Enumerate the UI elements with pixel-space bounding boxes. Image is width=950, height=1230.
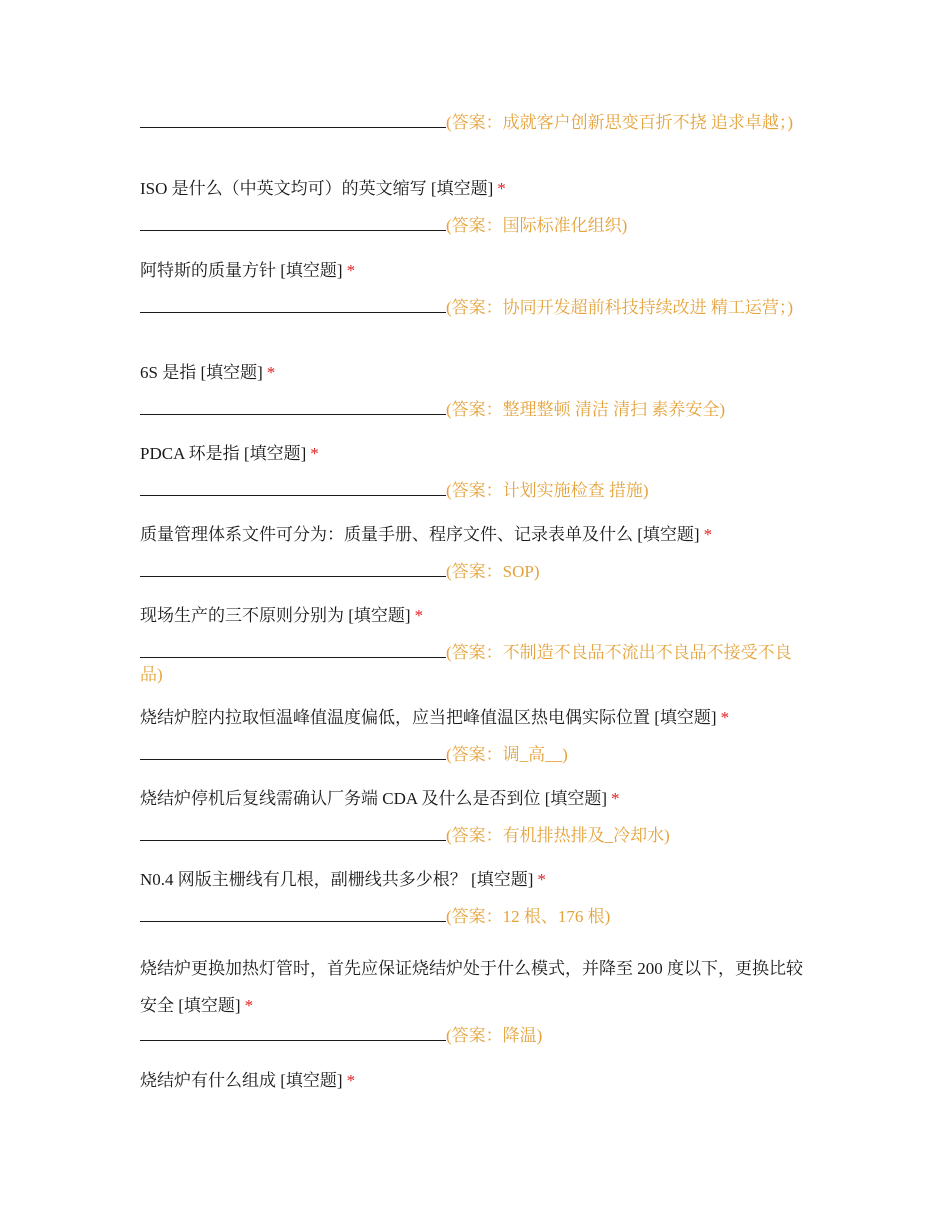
required-marker: * xyxy=(611,789,620,808)
question-text-line xyxy=(140,178,812,200)
question-item-3 xyxy=(140,260,812,319)
question-item-12 xyxy=(140,1070,812,1092)
required-marker: * xyxy=(244,996,254,1015)
answer-line xyxy=(140,398,812,421)
answer-blank[interactable] xyxy=(140,1024,446,1041)
question-text: 烧结炉有什么组成 xyxy=(140,1071,276,1090)
answer-text: (答案：SOP) xyxy=(446,562,540,581)
answer-text: (答案：有机排热排及_冷却水) xyxy=(446,826,670,845)
question-type-tag: [填空题] xyxy=(637,525,700,544)
answer-line xyxy=(140,1024,812,1047)
question-type-tag: [填空题] xyxy=(280,261,343,280)
question-text-line xyxy=(140,869,812,891)
required-marker: * xyxy=(720,708,730,727)
answer-text: (答案：成就客户创新思变百折不挠 追求卓越；) xyxy=(446,113,794,132)
answer-blank[interactable] xyxy=(140,214,446,231)
question-type-tag: [填空题] xyxy=(654,708,717,727)
answer-line xyxy=(140,641,812,686)
question-type-tag: [填空题] xyxy=(471,870,534,889)
answer-blank[interactable] xyxy=(140,905,446,922)
answer-blank[interactable] xyxy=(140,743,446,760)
question-type-tag: [填空题] xyxy=(544,789,608,808)
answer-line xyxy=(140,296,812,319)
answer-line xyxy=(140,479,812,502)
question-item-6 xyxy=(140,524,812,583)
answer-line xyxy=(140,743,812,766)
question-text: 质量管理体系文件可分为：质量手册、程序文件、记录表单及什么 xyxy=(140,525,633,544)
answer-line xyxy=(140,905,812,928)
question-text: PDCA 环是指 xyxy=(140,444,240,463)
question-text-line xyxy=(140,605,812,627)
question-text-line xyxy=(140,362,812,384)
required-marker: * xyxy=(414,606,424,625)
answer-text: (答案：整理整顿 清洁 清扫 素养安全) xyxy=(446,400,726,419)
answer-blank[interactable] xyxy=(140,111,446,128)
question-type-tag: [填空题] xyxy=(280,1071,343,1090)
answer-blank[interactable] xyxy=(140,560,446,577)
question-text: ISO 是什么（中英文均可）的英文缩写 xyxy=(140,179,427,198)
question-item-7 xyxy=(140,605,812,686)
question-text-line xyxy=(140,443,812,465)
answer-blank[interactable] xyxy=(140,398,446,415)
answer-blank[interactable] xyxy=(140,824,446,841)
question-text-line xyxy=(140,707,812,729)
question-item-2 xyxy=(140,178,812,237)
answer-text: (答案：国际标准化组织) xyxy=(446,216,628,235)
question-item-1 xyxy=(140,111,812,134)
question-text: 烧结炉更换加热灯管时，首先应保证烧结炉处于什么模式，并降至 200 度以下，更换比较安全 xyxy=(140,959,803,1015)
required-marker: * xyxy=(266,363,276,382)
question-text-line xyxy=(140,260,812,282)
required-marker: * xyxy=(346,1071,356,1090)
answer-text: (答案：协同开发超前科技持续改进 精工运营；) xyxy=(446,298,794,317)
question-type-tag: [填空题] xyxy=(430,179,494,198)
question-type-tag: [填空题] xyxy=(348,606,411,625)
required-marker: * xyxy=(497,179,506,198)
answer-text: (答案：不制造不良品不流出不良品不接受不良品) xyxy=(140,643,792,684)
answer-blank[interactable] xyxy=(140,479,446,496)
answer-text: (答案：调_高__) xyxy=(446,745,568,764)
question-text: 现场生产的三不原则分别为 xyxy=(140,606,344,625)
question-item-4 xyxy=(140,362,812,421)
question-item-8 xyxy=(140,707,812,766)
question-text-line xyxy=(140,950,812,1024)
required-marker: * xyxy=(346,261,356,280)
question-type-tag: [填空题] xyxy=(178,996,241,1015)
question-text: 烧结炉腔内拉取恒温峰值温度偏低，应当把峰值温区热电偶实际位置 xyxy=(140,708,650,727)
question-text-line xyxy=(140,524,812,546)
question-item-10 xyxy=(140,869,812,928)
required-marker: * xyxy=(310,444,319,463)
required-marker: * xyxy=(537,870,546,889)
question-text: 6S 是指 xyxy=(140,363,197,382)
question-text-line xyxy=(140,1070,812,1092)
question-type-tag: [填空题] xyxy=(243,444,307,463)
answer-text: (答案：12 根、176 根) xyxy=(446,907,611,926)
answer-line xyxy=(140,111,812,134)
answer-line xyxy=(140,214,812,237)
question-item-9 xyxy=(140,788,812,847)
answer-blank[interactable] xyxy=(140,296,446,313)
required-marker: * xyxy=(703,525,713,544)
question-text: N0.4 网版主栅线有几根，副栅线共多少根？ xyxy=(140,870,472,889)
answer-text: (答案：计划实施检查 措施) xyxy=(446,481,649,500)
question-item-11 xyxy=(140,950,812,1047)
question-text: 烧结炉停机后复线需确认厂务端 CDA 及什么是否到位 xyxy=(140,789,541,808)
question-item-5 xyxy=(140,443,812,502)
answer-blank[interactable] xyxy=(140,641,446,658)
question-text: 阿特斯的质量方针 xyxy=(140,261,276,280)
answer-line xyxy=(140,560,812,583)
question-text-line xyxy=(140,788,812,810)
answer-text: (答案：降温) xyxy=(446,1026,543,1045)
answer-line xyxy=(140,824,812,847)
question-type-tag: [填空题] xyxy=(200,363,263,382)
